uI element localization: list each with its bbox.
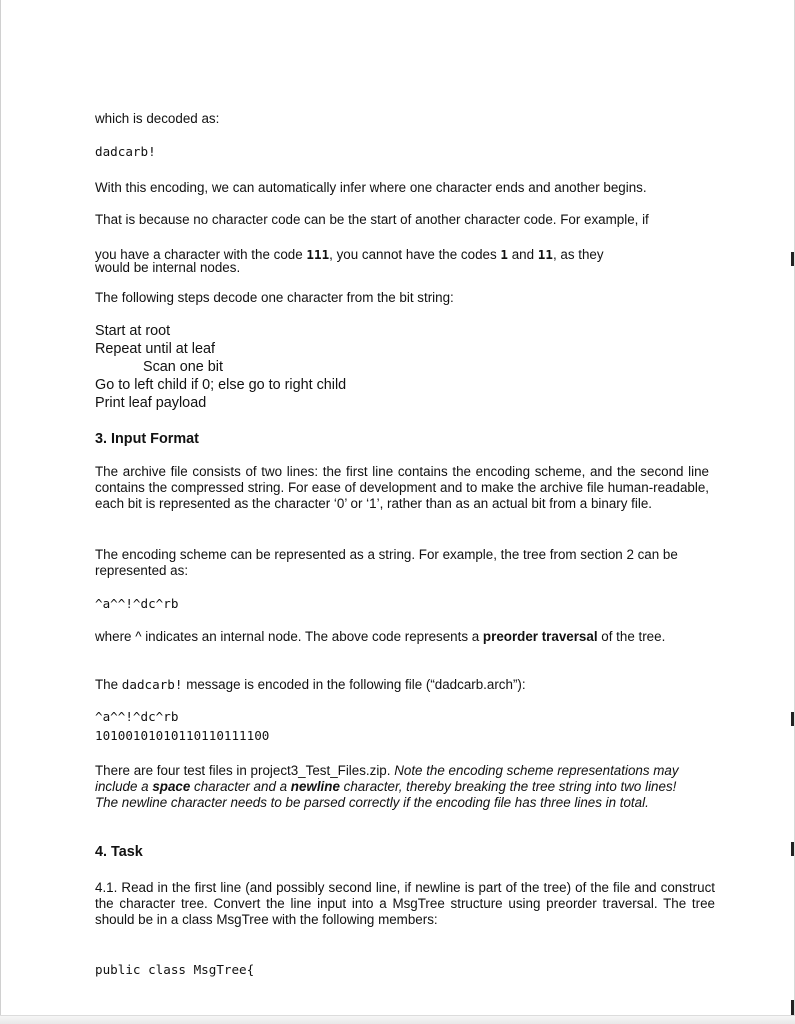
scroll-marker <box>791 842 794 856</box>
para-line: With this encoding, we can automatically infer where one character ends and another begins. <box>95 180 647 195</box>
preorder-traversal-term: preorder traversal <box>482 629 598 644</box>
section-4-paragraph-1: 4.1. Read in the first line (and possibly second line, if newline is part of the tree) of the file and construct the character tree. Convert the line input into a MsgTree structure using preorder traversal. The tree should be in a class MsgTree with the following members: <box>95 880 715 927</box>
step-item: Go to left child if 0; else go to right child <box>95 377 347 393</box>
page-left-edge <box>0 0 1 1024</box>
file-line-1: ^a^^!^dc^rb <box>95 709 179 724</box>
decoded-word: dadcarb! <box>95 144 156 159</box>
step-item: Repeat until at leaf <box>95 341 216 357</box>
inline-code: dadcarb! <box>121 677 183 692</box>
space-term: space <box>152 779 191 794</box>
section-3-paragraph-3: where ^ indicates an internal node. The above code represents a preorder traversal of the tree. <box>95 629 666 644</box>
scroll-marker <box>791 712 794 726</box>
intro-line: which is decoded as: <box>95 111 220 126</box>
section-3-paragraph-1: The archive file consists of two lines: the first line contains the encoding scheme, and the second line contains the compressed string. For ease of development and to make the archive file human-readable, each bit is represented as the character ‘0’ or ‘1’, rather than as an actual bit from a binary file. <box>95 464 709 511</box>
code-1: 1 <box>500 247 508 262</box>
tree-code: ^a^^!^dc^rb <box>95 596 179 611</box>
code-start: public class MsgTree{ <box>95 962 255 977</box>
section-4-title: 4. Task <box>95 844 143 860</box>
section-3-title: 3. Input Format <box>95 431 199 447</box>
section-3-paragraph-2: The encoding scheme can be represented as a string. For example, the tree from section 2 can be represented as: <box>95 547 678 578</box>
file-line-2: 10100101010110110111100 <box>95 728 270 743</box>
step-item: Print leaf payload <box>95 395 207 411</box>
step-item: Start at root <box>95 323 171 339</box>
page-bottom-edge <box>0 1015 795 1024</box>
section-3-paragraph-5: There are four test files in project3_Test_Files.zip. Note the encoding scheme representations may include a space character and a newline character, thereby breaking the tree string into two lines! The newline character needs to be parsed correctly if the encoding file has three lines in total. <box>95 763 679 810</box>
para-line: That is because no character code can be the start of another character code. For example, if <box>95 212 649 227</box>
newline-term: newline <box>290 779 340 794</box>
para-line: you have a character with the code 111, you cannot have the codes 1 and 11, as they would be internal nodes. <box>95 247 604 275</box>
step-item: Scan one bit <box>143 359 224 375</box>
code-11: 11 <box>537 247 553 262</box>
section-3-paragraph-4: The dadcarb! message is encoded in the following file (“dadcarb.arch”): <box>95 677 526 692</box>
code-111: 111 <box>306 247 330 262</box>
steps-intro: The following steps decode one character from the bit string: <box>95 290 454 305</box>
scroll-marker <box>791 252 794 266</box>
